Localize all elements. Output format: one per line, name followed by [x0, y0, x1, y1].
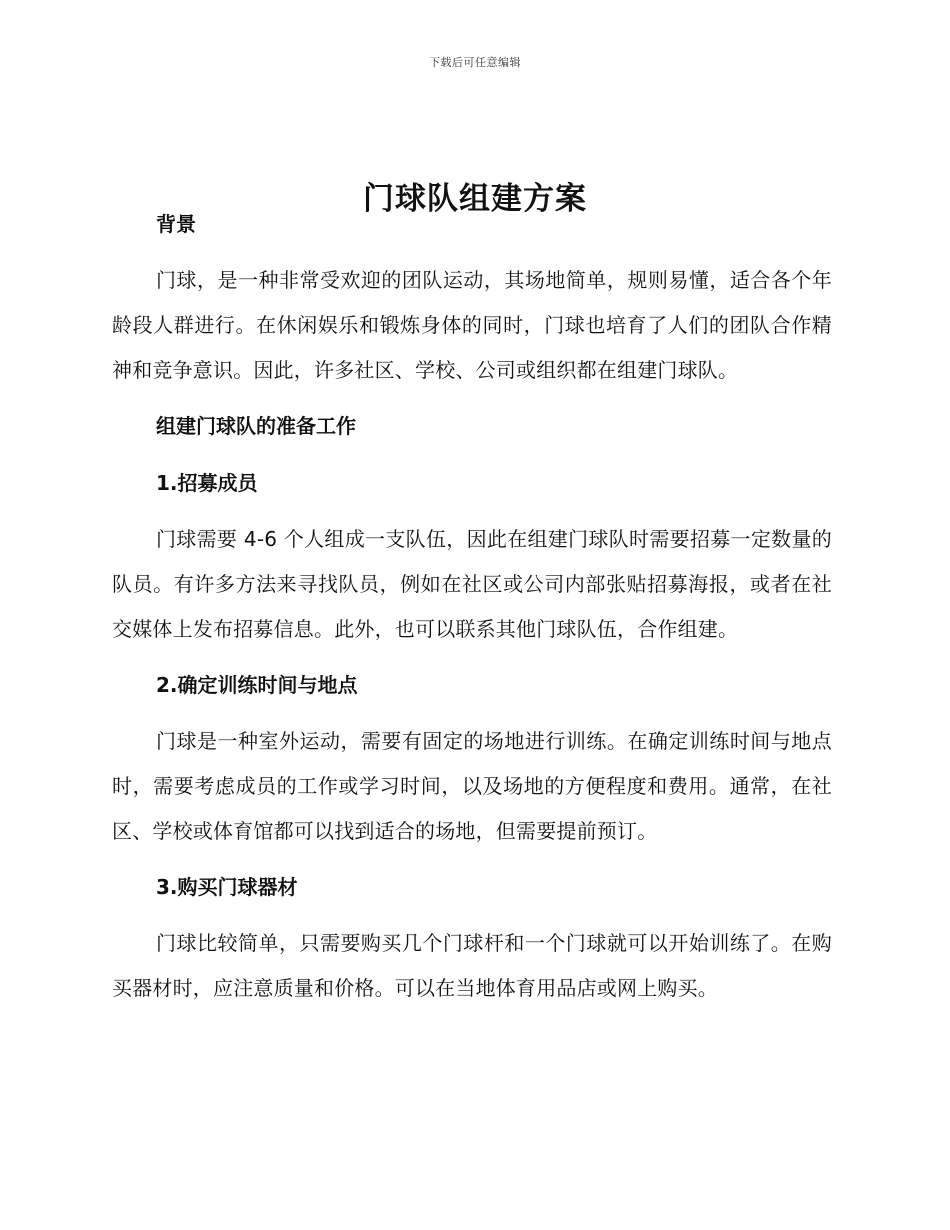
document-title: 门球队组建方案 [363, 180, 587, 217]
section-heading-background: 背景 [156, 212, 196, 236]
section-heading-equipment: 3.购买门球器材 [156, 875, 298, 899]
section-heading-preparation: 组建门球队的准备工作 [156, 414, 356, 438]
header-note: 下载后可任意编辑 [429, 56, 521, 69]
section-heading-recruit: 1.招募成员 [156, 471, 258, 495]
section-heading-schedule: 2.确定训练时间与地点 [156, 673, 358, 697]
section-paragraph-schedule: 门球是一种室外运动，需要有固定的场地进行训练。在确定训练时间与地点时，需要考虑成员的工作或学习时间，以及场地的方便程度和费用。通常，在社区、学校或体育馆都可以找到适合的场地，但需要提前预订。 [112, 729, 832, 843]
section-paragraph-recruit: 门球需要 4-6 个人组成一支队伍，因此在组建门球队时需要招募一定数量的队员。有许多方法来寻找队员，例如在社区或公司内部张贴招募海报，或者在社交媒体上发布招募信息。此外，也可以联系其他门球队伍，合作组建。 [112, 527, 832, 641]
document-body [112, 200, 832, 1011]
section-paragraph-background: 门球，是一种非常受欢迎的团队运动，其场地简单，规则易懂，适合各个年龄段人群进行。在休闲娱乐和锻炼身体的同时，门球也培育了人们的团队合作精神和竞争意识。因此，许多社区、学校、公司或组织都在组建门球队。 [112, 268, 832, 382]
section-paragraph-equipment: 门球比较简单，只需要购买几个门球杆和一个门球就可以开始训练了。在购买器材时，应注意质量和价格。可以在当地体育用品店或网上购买。 [112, 931, 832, 1000]
